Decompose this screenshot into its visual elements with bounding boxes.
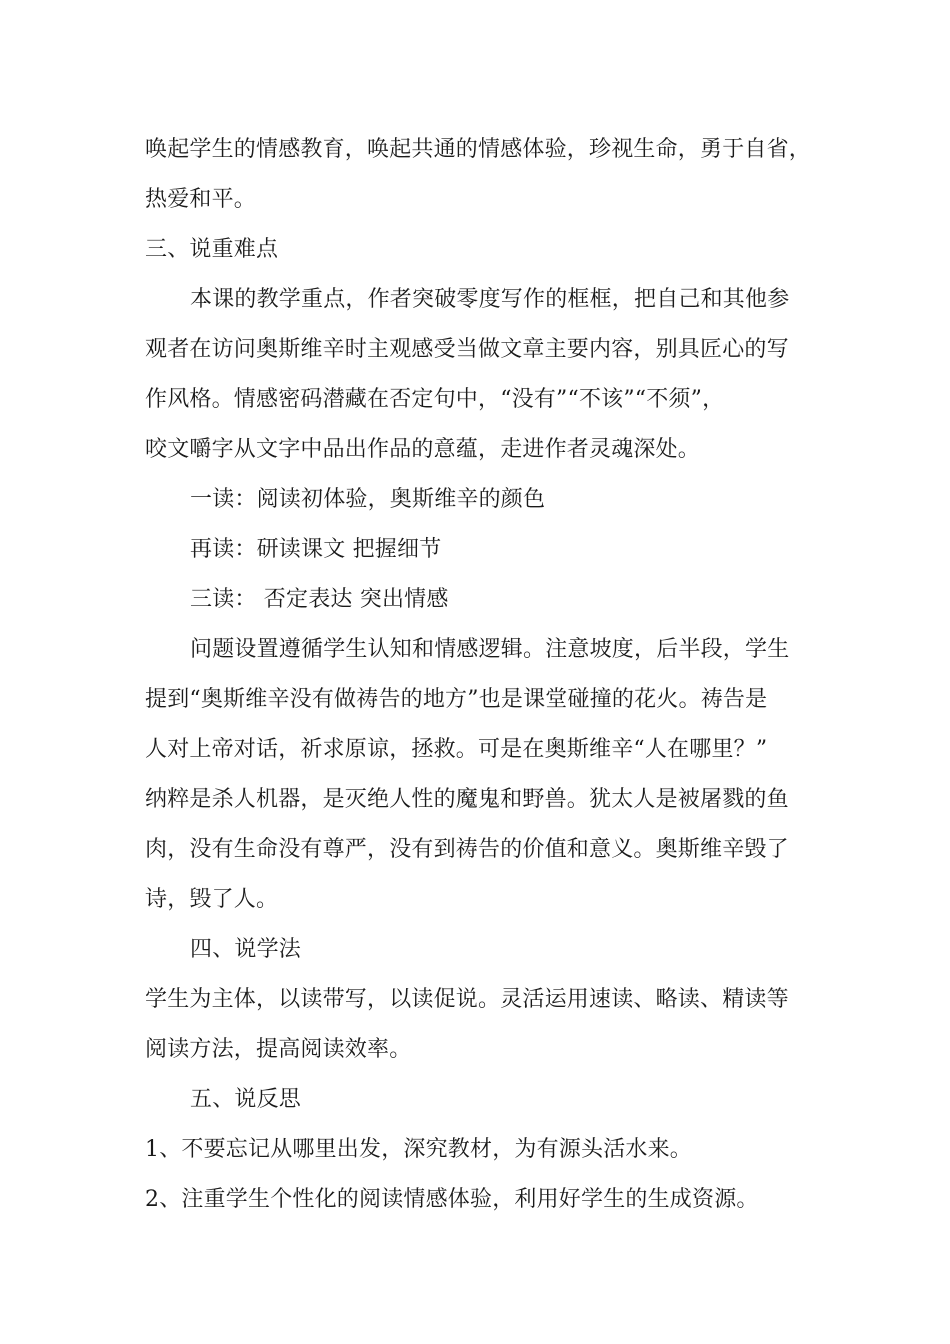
section-heading: 五、说反思 xyxy=(190,1087,302,1112)
list-item: 2、注重学生个性化的阅读情感体验，利用好学生的生成资源。 xyxy=(145,1187,759,1212)
section-heading: 三、说重难点 xyxy=(145,237,279,262)
text-line: 观者在访问奥斯维辛时主观感受当做文章主要内容，别具匠心的写 xyxy=(145,337,789,362)
text-line: 唤起学生的情感教育，唤起共通的情感体验，珍视生命，勇于自省， xyxy=(145,137,812,162)
text-line: 热爱和平。 xyxy=(145,187,257,212)
reading-step-1: 一读：阅读初体验，奥斯维辛的颜色 xyxy=(190,487,546,512)
text-line: 纳粹是杀人机器，是灭绝人性的魔鬼和野兽。犹太人是被屠戮的鱼 xyxy=(145,787,789,812)
reading-step-2: 再读：研读课文 把握细节 xyxy=(190,537,442,562)
text-line: 学生为主体，以读带写，以读促说。灵活运用速读、略读、精读等 xyxy=(145,987,789,1012)
text-line: 肉，没有生命没有尊严，没有到祷告的价值和意义。奥斯维辛毁了 xyxy=(145,837,789,862)
text-line: 问题设置遵循学生认知和情感逻辑。注意坡度，后半段，学生 xyxy=(190,637,790,662)
text-line: 诗，毁了人。 xyxy=(145,887,279,912)
text-line: 提到“奥斯维辛没有做祷告的地方”也是课堂碰撞的花火。祷告是 xyxy=(145,687,768,712)
text-line: 人对上帝对话，祈求原谅，拯救。可是在奥斯维辛“人在哪里？” xyxy=(145,737,768,762)
text-line: 作风格。情感密码潜藏在否定句中，“没有”“不该”“不须”， xyxy=(145,387,725,412)
reading-step-3: 三读： 否定表达 突出情感 xyxy=(190,587,449,612)
section-heading: 四、说学法 xyxy=(190,937,302,962)
text-line: 阅读方法，提高阅读效率。 xyxy=(145,1037,412,1062)
list-item: 1、不要忘记从哪里出发，深究教材，为有源头活水来。 xyxy=(145,1137,692,1162)
text-line: 咬文嚼字从文字中品出作品的意蕴，走进作者灵魂深处。 xyxy=(145,437,701,462)
text-line: 本课的教学重点，作者突破零度写作的框框，把自己和其他参 xyxy=(190,287,790,312)
